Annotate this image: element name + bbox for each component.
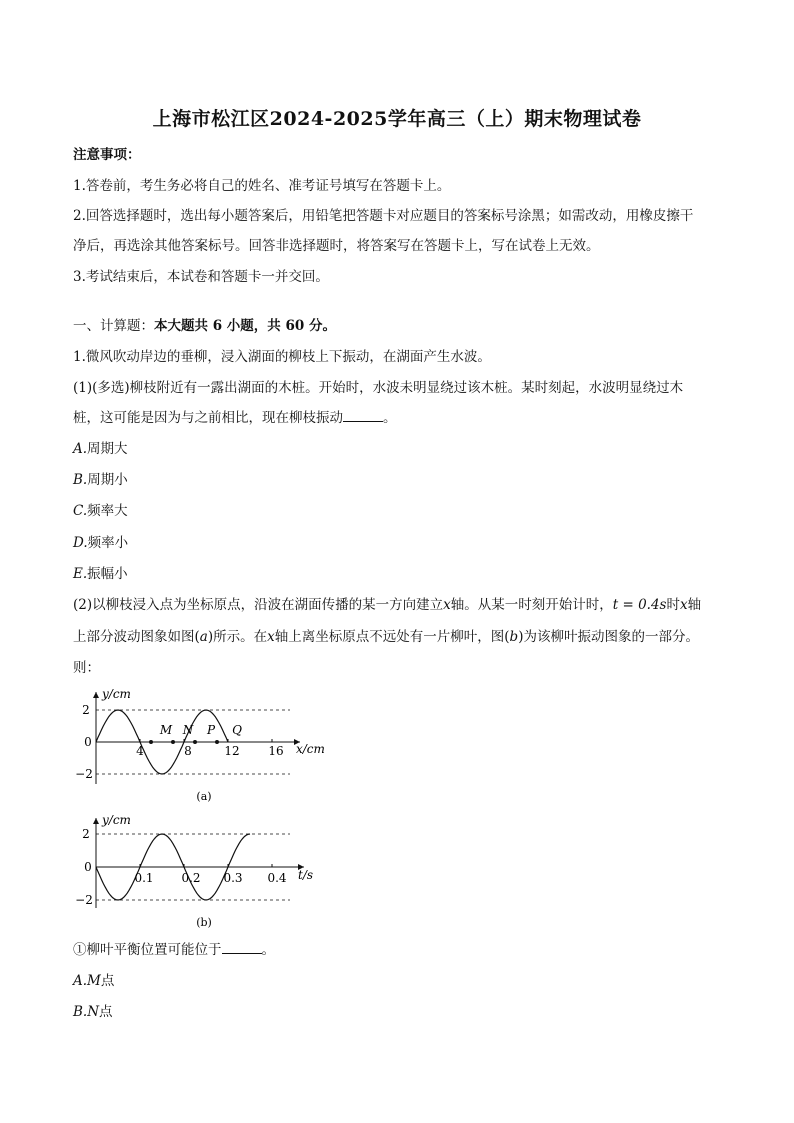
point-label-p: P <box>206 723 216 737</box>
option-letter: C. <box>73 503 88 519</box>
var-x: x <box>443 597 451 613</box>
option-text: N <box>87 1004 100 1020</box>
option-text: 周期大 <box>87 441 128 457</box>
point-label-q: Q <box>232 723 242 737</box>
option-letter: E. <box>73 566 88 582</box>
option-text: 频率小 <box>87 535 129 551</box>
part-2-text: )为该柳叶振动图象的一部分。 <box>518 629 699 645</box>
x-tick-label: 4 <box>136 744 144 758</box>
part-2-line-3: 则： <box>73 660 100 676</box>
figure-caption: (a) <box>196 790 212 803</box>
fig-label-a: a <box>199 629 208 645</box>
option-d <box>73 533 128 553</box>
point-marker-n <box>171 740 175 744</box>
y-tick-label: 2 <box>82 827 90 841</box>
part-2-text: 轴上离坐标原点不远处有一片柳叶，图( <box>274 629 510 645</box>
section-heading-bold: 本大题共 6 小题，共 60 分。 <box>154 318 336 334</box>
sub-option-a <box>73 971 114 991</box>
part-2-text: 轴 <box>687 597 702 613</box>
option-c <box>73 501 128 521</box>
answer-blank <box>222 941 262 954</box>
y-tick-label: 0 <box>84 735 92 749</box>
part-1-line-1: (1)(多选)柳枝附近有一露出湖面的木桩。开始时，水波未明显绕过该木桩。某时刻起，水波明显绕过木 <box>73 380 684 396</box>
option-suffix: 点 <box>100 973 115 989</box>
option-letter: B. <box>73 472 88 488</box>
option-a <box>73 439 128 459</box>
part-2-line-1 <box>73 595 701 615</box>
note-item-2-cont: 净后，再选涂其他答案标号。回答非选择题时，将答案写在答题卡上，写在试卷上无效。 <box>73 238 600 254</box>
y-tick-label: −2 <box>75 893 93 907</box>
option-letter: B. <box>73 1004 88 1020</box>
sub-option-b <box>73 1002 113 1022</box>
t-tick-label: 0.3 <box>223 871 243 885</box>
answer-blank <box>343 409 383 422</box>
option-suffix: 点 <box>99 1004 113 1020</box>
part-2-text: 轴。从某一时刻开始计时， <box>450 597 613 613</box>
notes-heading: 注意事项： <box>73 147 141 163</box>
option-text: 周期小 <box>87 472 128 488</box>
fig-label-b: b <box>509 629 519 645</box>
sub-question-number: ① <box>73 942 87 958</box>
part-2-line-2 <box>73 627 699 647</box>
option-letter: A. <box>73 973 88 989</box>
x-tick-label: 12 <box>224 744 240 758</box>
section-heading <box>73 316 336 336</box>
t-tick-label: 0.4 <box>267 871 287 885</box>
option-e <box>73 564 128 584</box>
y-unit-label: y/cm <box>102 813 131 827</box>
part-1-end: 。 <box>383 410 397 426</box>
option-b <box>73 470 128 490</box>
figure-caption: (b) <box>196 916 212 929</box>
t-tick-label: 0.2 <box>181 871 201 885</box>
part-2-text: (2)以柳枝浸入点为坐标原点，沿波在湖面传播的某一方向建立 <box>73 597 444 613</box>
var-x: x <box>267 629 275 645</box>
y-tick-label: 0 <box>84 860 92 874</box>
time-value: t = 0.4s <box>612 597 667 613</box>
option-text: 振幅小 <box>87 566 128 582</box>
x-unit-label: x/cm <box>296 742 325 756</box>
point-marker-m <box>149 740 153 744</box>
point-marker-q <box>215 740 219 744</box>
x-tick-label: 8 <box>184 744 192 758</box>
part-2-text: 上部分波动图象如图( <box>73 629 200 645</box>
part-2-text: )所示。在 <box>207 629 268 645</box>
y-tick-label: 2 <box>82 703 90 717</box>
option-text: M <box>87 973 101 989</box>
question-1-stem: 1.微风吹动岸边的垂柳，浸入湖面的柳枝上下振动，在湖面产生水波。 <box>73 349 491 365</box>
part-2-text: 时 <box>666 597 680 613</box>
point-marker-p <box>193 740 197 744</box>
y-tick-label: −2 <box>75 767 93 781</box>
vibration-figure-b <box>75 812 340 937</box>
note-item-3: 3.考试结束后，本试卷和答题卡一并交回。 <box>73 269 329 285</box>
part-1-line-2-text: 桩，这可能是因为与之前相比，现在柳枝振动 <box>73 410 343 426</box>
sub-question-1 <box>73 940 275 960</box>
note-item-1: 1.答卷前，考生务必将自己的姓名、准考证号填写在答题卡上。 <box>73 178 451 194</box>
t-unit-label: t/s <box>298 868 314 882</box>
page-title: 上海市松江区2024-2025学年高三（上）期末物理试卷 <box>152 108 642 130</box>
option-letter: D. <box>73 535 88 551</box>
t-tick-label: 0.1 <box>134 871 154 885</box>
note-item-2: 2.回答选择题时，选出每小题答案后，用铅笔把答题卡对应题目的答案标号涂黑；如需改动，用橡皮擦干 <box>73 208 694 224</box>
x-tick-label: 16 <box>268 744 284 758</box>
wave-figure-a <box>75 684 340 809</box>
point-label-m: M <box>159 723 173 737</box>
sub-question-text: 柳叶平衡位置可能位于 <box>86 942 222 958</box>
point-label-n: N <box>182 723 194 737</box>
part-1-line-2 <box>73 408 397 428</box>
var-x: x <box>679 597 688 613</box>
y-unit-label: y/cm <box>102 687 131 701</box>
option-text: 频率大 <box>87 503 128 519</box>
option-letter: A. <box>73 441 88 457</box>
section-heading-prefix: 一、计算题： <box>73 318 154 334</box>
sub-question-end: 。 <box>261 942 275 958</box>
